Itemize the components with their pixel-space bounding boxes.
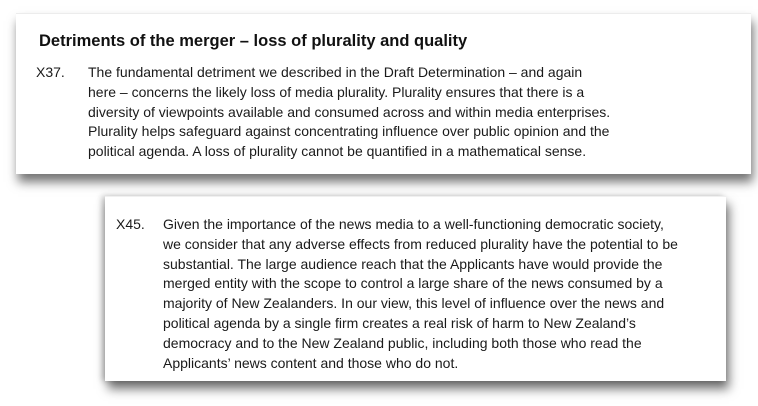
paragraph-text [163,215,678,373]
text-line: Applicants’ news content and those who do not. [163,354,459,371]
paragraph-number: X45. [116,216,145,232]
paragraph-number: X37. [36,64,65,80]
text-line: majority of New Zealanders. In our view, this level of influence over the news and [163,295,665,312]
section-heading: Detriments of the merger – loss of plurality and quality [39,32,468,50]
document-excerpt-1 [16,13,751,174]
text-line: we consider that any adverse effects from reduced plurality have the potential to be [163,235,678,252]
text-line: diversity of viewpoints available and consumed across and within media enterprises. [88,103,611,120]
text-line: political agenda by a single firm creates a real risk of harm to New Zealand’s [163,314,636,331]
text-line: Given the importance of the news media to a well-functioning democratic society, [163,216,664,232]
text-line: democracy and to the New Zealand public, including both those who read the [163,334,642,351]
text-line: Plurality helps safeguard against concentrating influence over public opinion and the [88,123,610,140]
paragraph-x45 [116,215,678,373]
document-excerpt-2 [105,196,726,381]
text-line: political agenda. A loss of plurality cannot be quantified in a mathematical sense. [88,143,587,160]
text-line: The fundamental detriment we described in the Draft Determination – and again [88,64,583,80]
paragraph-x37 [36,63,610,162]
text-line: here – concerns the likely loss of media plurality. Plurality ensures that there is a [88,83,585,100]
text-line: substantial. The large audience reach that the Applicants have would provide the [163,255,663,272]
text-line: merged entity with the scope to control a large share of the news consumed by a [163,275,663,292]
paragraph-text [88,63,610,162]
